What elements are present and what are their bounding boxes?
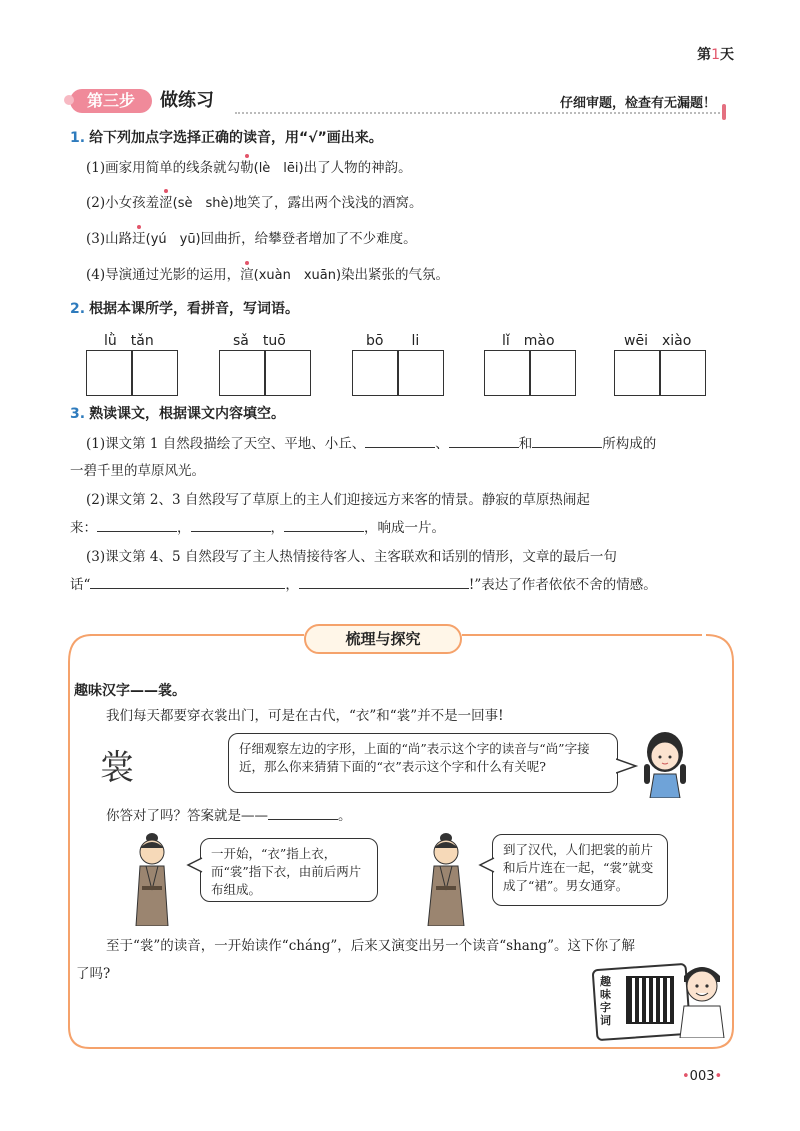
bubble-tail	[186, 856, 204, 874]
fill-blank[interactable]	[532, 434, 602, 448]
answer-box[interactable]	[352, 350, 398, 396]
decorative-dot-icon	[64, 95, 74, 105]
speech-bubble: 仔细观察左边的字形，上面的“尚”表示这个字的读音与“尚”字接近，那么你来猜猜下面的“衣”表示这个字和什么有关呢?	[228, 733, 618, 793]
answer-box[interactable]	[219, 350, 265, 396]
step-note: 仔细审题，检查有无漏题！	[560, 96, 717, 111]
girl-illustration-icon	[634, 726, 696, 798]
fill-blank[interactable]	[299, 575, 469, 589]
pinyin-label: bō li	[366, 333, 420, 349]
scholar-illustration-icon	[418, 830, 474, 926]
pinyin-label: lǐ mào	[502, 333, 555, 349]
speech-bubble: 到了汉代，人们把裳的前片和后片连在一起，“裳”就变成了“裙”。男女通穿。	[492, 834, 668, 906]
question-2-title: 2. 根据本课所学，看拼音，写词语。	[70, 301, 300, 317]
fill-blank[interactable]	[191, 518, 271, 532]
pinyin-label: sǎ tuō	[233, 333, 286, 349]
question-3-item: (1)课文第 1 自然段描绘了天空、平地、小丘、 、 和 所构成的	[86, 436, 657, 452]
step-badge: 第三步	[70, 89, 152, 113]
question-1-item: (4)导演通过光影的运用，渲(xuàn xuān)染出紧张的气氛。	[86, 267, 450, 283]
section-badge: 梳理与探究	[304, 624, 462, 654]
qr-code-icon[interactable]	[626, 976, 674, 1024]
step-title: 做练习	[160, 90, 214, 111]
question-3-title: 3. 熟读课文，根据课文内容填空。	[70, 406, 286, 422]
question-1-item: (3)山路迂(yú yū)回曲折，给攀登者增加了不少难度。	[86, 231, 417, 247]
boy-illustration-icon	[674, 958, 730, 1038]
pinyin-label: wēi xiào	[624, 333, 692, 349]
day-label: 第1天	[697, 47, 734, 63]
answer-prompt: 你答对了吗？答案就是—— 。	[106, 808, 352, 824]
page-number: •003•	[682, 1069, 723, 1084]
question-3-item-cont: 一碧千里的草原风光。	[70, 463, 205, 479]
fill-blank[interactable]	[268, 806, 338, 820]
question-1-item: (2)小女孩羞涩(sè shè)地笑了，露出两个浅浅的酒窝。	[86, 195, 423, 211]
fill-blank[interactable]	[449, 434, 519, 448]
answer-box[interactable]	[484, 350, 530, 396]
divider	[235, 112, 720, 114]
answer-box[interactable]	[86, 350, 132, 396]
answer-box[interactable]	[530, 350, 576, 396]
speech-bubble: 一开始，“衣”指上衣，而“裳”指下衣，由前后两片布组成。	[200, 838, 378, 902]
fill-blank[interactable]	[97, 518, 177, 532]
divider-end-mark	[722, 104, 726, 120]
answer-box[interactable]	[614, 350, 660, 396]
question-3-item: (3)课文第 4、5 自然段写了主人热情接待客人、主客联欢和话别的情形，文章的最后一句	[86, 549, 617, 565]
question-3-item: (2)课文第 2、3 自然段写了草原上的主人们迎接远方来客的情景。静寂的草原热闹起	[86, 492, 590, 508]
answer-box[interactable]	[398, 350, 444, 396]
question-3-item-cont: 来： ， ， ，响成一片。	[70, 520, 445, 536]
fill-blank[interactable]	[284, 518, 364, 532]
pinyin-label: lǜ tǎn	[104, 333, 154, 349]
answer-box[interactable]	[265, 350, 311, 396]
question-3-item-cont: 话“ ， !”表达了作者依依不舍的情感。	[70, 577, 657, 593]
section-title: 趣味汉字——裳。	[74, 683, 186, 699]
section-intro: 我们每天都要穿衣裳出门，可是在古代，“衣”和“裳”并不是一回事!	[106, 708, 504, 724]
fill-blank[interactable]	[90, 575, 285, 589]
question-1-title: 1. 给下列加点字选择正确的读音，用“√”画出来。	[70, 130, 383, 146]
scholar-illustration-icon	[124, 830, 180, 926]
qr-label: 趣味字词	[600, 975, 611, 1027]
answer-box[interactable]	[660, 350, 706, 396]
fill-blank[interactable]	[365, 434, 435, 448]
answer-box[interactable]	[132, 350, 178, 396]
section-outro: 至于“裳”的读音，一开始读作“cháng”，后来又演变出另一个读音“shang”。这下你了解	[106, 938, 636, 954]
bubble-tail	[478, 856, 496, 874]
section-outro-cont: 了吗?	[76, 966, 111, 982]
ancient-character: 裳	[100, 748, 134, 788]
question-1-item: (1)画家用简单的线条就勾勒(lè lēi)出了人物的神韵。	[86, 160, 412, 176]
